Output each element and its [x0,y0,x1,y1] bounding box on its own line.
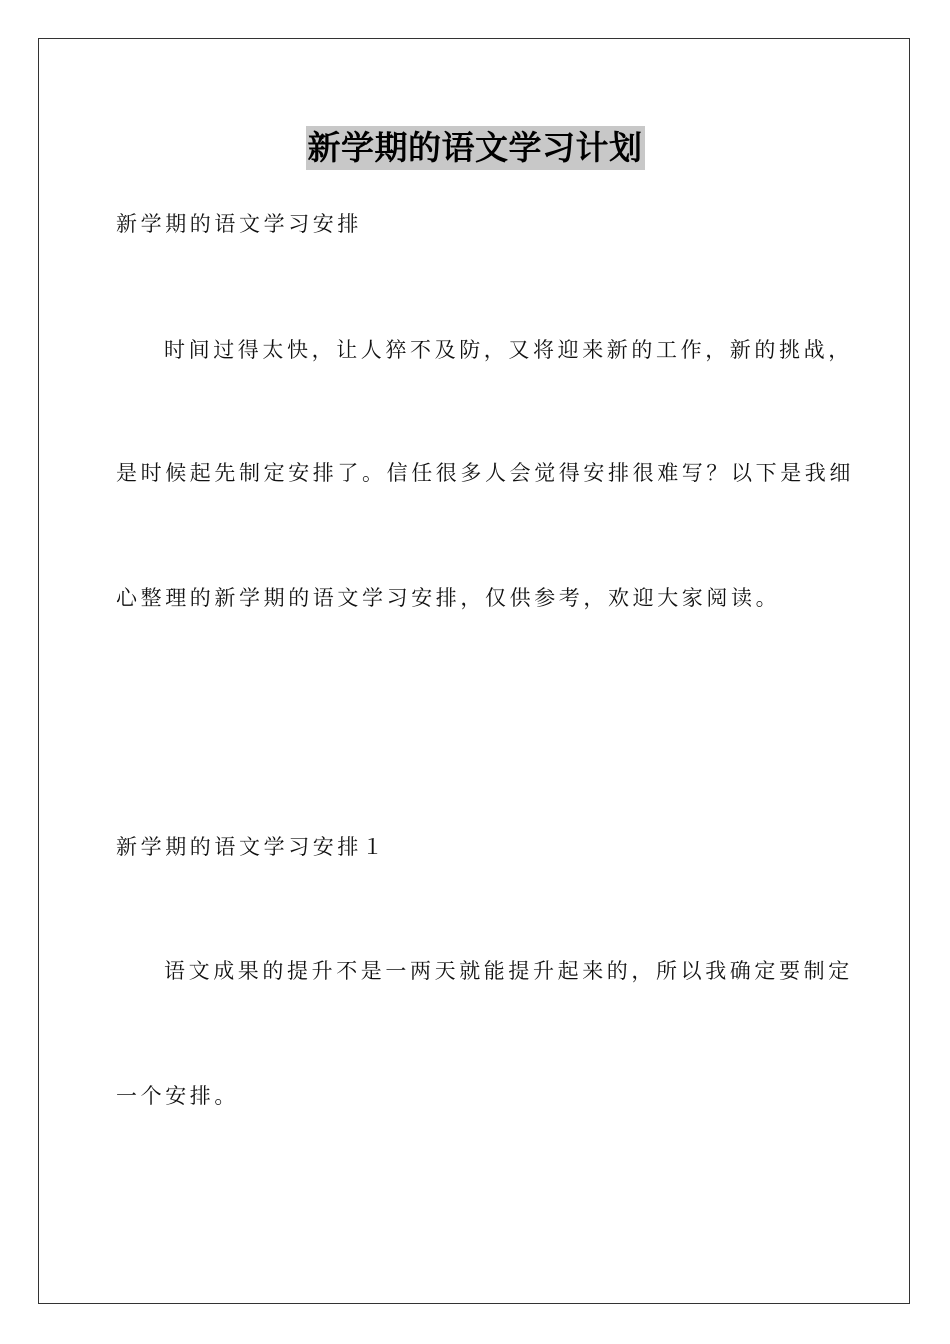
section-heading: 新学期的语文学习安排１ [116,835,387,859]
document-title: 新学期的语文学习计划 [306,126,645,170]
intro-paragraph-line: 时间过得太快，让人猝不及防，又将迎来新的工作，新的挑战， [164,338,853,362]
title-container [0,126,950,170]
section-paragraph-line: 一个安排。 [116,1084,239,1108]
intro-paragraph-line: 心整理的新学期的语文学习安排，仅供参考，欢迎大家阅读。 [116,586,781,610]
intro-paragraph-line: 是时候起先制定安排了。信任很多人会觉得安排很难写？以下是我细 [116,461,854,485]
document-subtitle: 新学期的语文学习安排 [116,212,362,236]
section-paragraph-line: 语文成果的提升不是一两天就能提升起来的，所以我确定要制定 [164,959,853,983]
